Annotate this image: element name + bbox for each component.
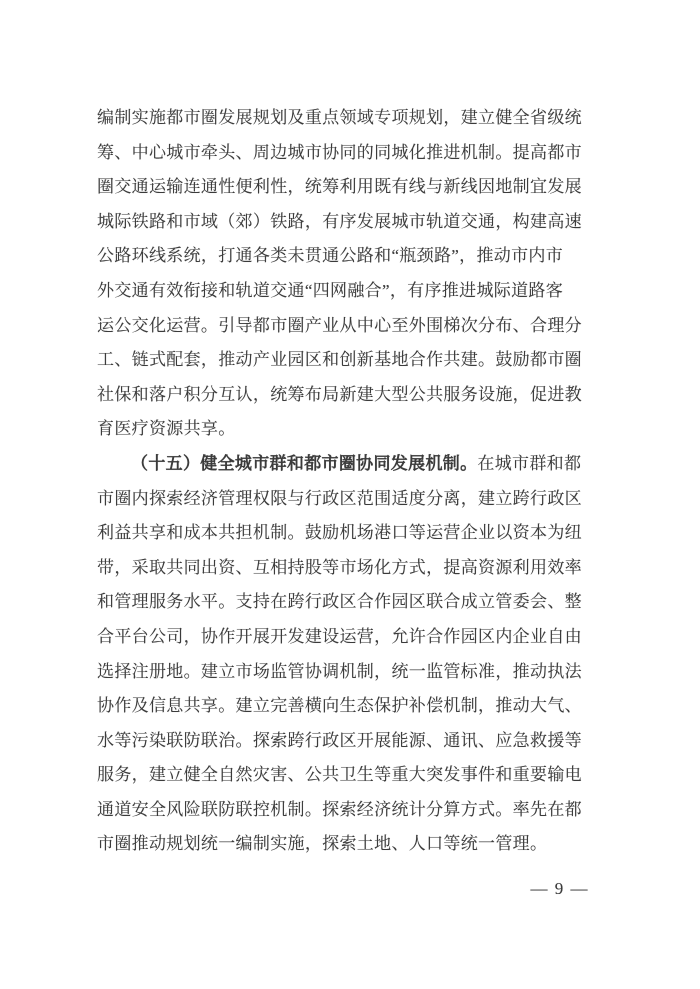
text-line: 合平台公司，协作开展开发建设运营，允许合作园区内企业自由	[97, 626, 582, 646]
page-number: — 9 —	[530, 879, 589, 898]
text-line: 公路环线系统，打通各类未贯通公路和“瓶颈路”，推动市内市	[97, 246, 564, 266]
text-line	[97, 447, 604, 482]
text-line: 编制实施都市圈发展规划及重点领域专项规划，建立健全省级统	[97, 108, 582, 127]
text-line: 选择注册地。建立市场监管协调机制，统一监管标准，推动执法	[97, 661, 582, 681]
document-text-block	[97, 101, 604, 862]
paragraph-section-15	[97, 447, 604, 862]
text-line: 社保和落户积分互认，统筹布局新建大型公共服务设施，促进教	[97, 384, 582, 404]
text-line: 协作及信息共享。建立完善横向生态保护补偿机制，推动大气、	[97, 696, 582, 716]
text-line: 和管理服务水平。支持在跨行政区合作园区联合成立管委会、整	[97, 592, 582, 612]
text-line: 通道安全风险联防联控机制。探索经济统计分算方式。率先在都	[97, 799, 582, 819]
text-line: 筹、中心城市牵头、周边城市协同的同城化推进机制。提高都市	[97, 142, 582, 162]
text-line: 运公交化运营。引导都市圈产业从中心至外围梯次分布、合理分	[97, 315, 582, 335]
text-line: 利益共享和成本共担机制。鼓励机场港口等运营企业以资本为纽	[97, 523, 582, 543]
text-line: 服务，建立健全自然灾害、公共卫生等重大突发事件和重要输电	[97, 765, 582, 785]
section-heading-continuation: 在城市群和都	[477, 453, 582, 473]
text-line: 带，采取共同出资、互相持股等市场化方式，提高资源利用效率	[97, 557, 582, 577]
text-line: 工、链式配套，推动产业园区和创新基地合作共建。鼓励都市圈	[97, 350, 582, 370]
text-line: 水等污染联防联治。探索跨行政区开展能源、通讯、应急救援等	[97, 730, 582, 750]
paragraph-continuation	[97, 101, 604, 447]
text-line: 外交通有效衔接和轨道交通“四网融合”，有序推进城际道路客	[97, 280, 564, 300]
text-line: 育医疗资源共享。	[97, 419, 236, 439]
text-line: 市圈推动规划统一编制实施，探索土地、人口等统一管理。	[97, 834, 548, 854]
text-line: 城际铁路和市域（郊）铁路，有序发展城市轨道交通，构建高速	[97, 211, 582, 231]
text-line: 市圈内探索经济管理权限与行政区范围适度分离，建立跨行政区	[97, 488, 582, 508]
text-line: 圈交通运输连通性便利性，统筹利用既有线与新线因地制宜发展	[97, 177, 582, 197]
section-heading: （十五）健全城市群和都市圈协同发展机制。	[131, 453, 478, 473]
